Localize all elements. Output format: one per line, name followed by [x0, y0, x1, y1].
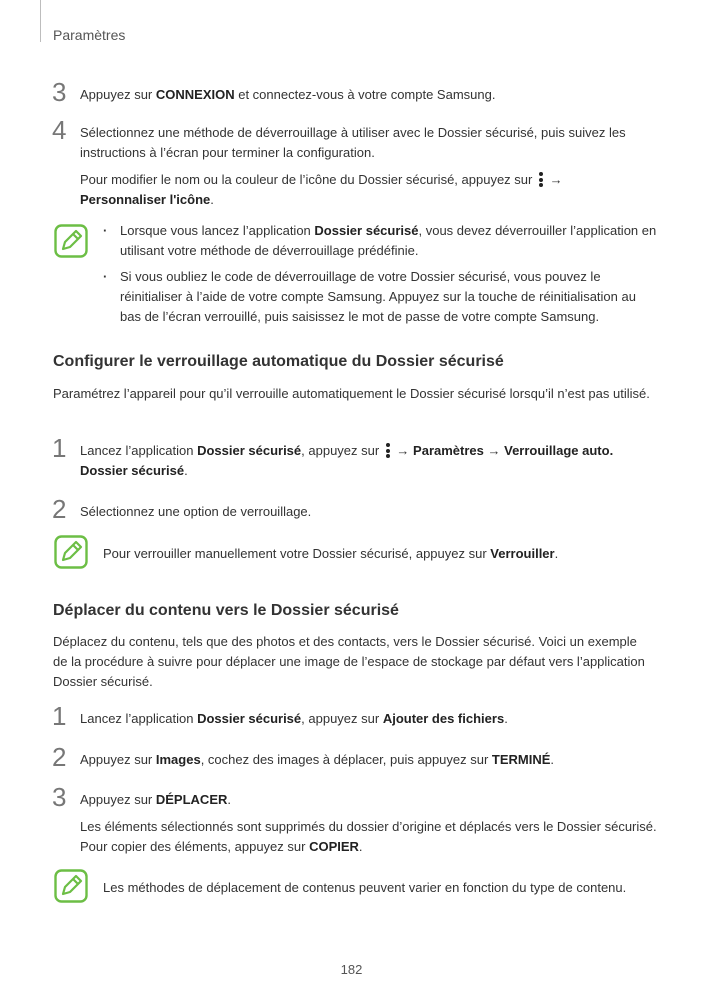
- step-number: 1: [52, 433, 67, 463]
- note-bullet-list: [103, 221, 658, 333]
- section-intro: Paramétrez l’appareil pour qu’il verrouille automatiquement le Dossier sécurisé lorsqu’il n’est pas utilisé.: [53, 386, 650, 401]
- more-options-icon: [385, 443, 391, 458]
- note-pencil-icon: [54, 224, 88, 258]
- note-text: Pour verrouiller manuellement votre Dossier sécurisé, appuyez sur Verrouiller.: [103, 546, 559, 561]
- note-bullet: · Si vous oubliez le code de déverrouillage de votre Dossier sécurisé, vous pouvez le réinitialiser à l’aide de votre compte Samsung. Appuyez sur la touche de réinitialisation au bas de l’écran verrouillé, puis saisissez le mot de passe de votre compte Samsung.: [103, 267, 658, 327]
- step-text: Appuyez sur CONNEXION et connectez-vous à votre compte Samsung.: [80, 87, 496, 102]
- step-number: 2: [52, 742, 67, 772]
- step-number: 3: [52, 782, 67, 812]
- section-heading: Configurer le verrouillage automatique du Dossier sécurisé: [53, 353, 504, 370]
- page-number: 182: [340, 962, 363, 977]
- header-rule: [40, 0, 41, 42]
- note-text: Les méthodes de déplacement de contenus peuvent varier en fonction du type de contenu.: [103, 880, 627, 895]
- section-heading: Déplacer du contenu vers le Dossier sécurisé: [53, 602, 399, 619]
- instruction-paragraph: Pour modifier le nom ou la couleur de l’icône du Dossier sécurisé, appuyez sur → Personnaliser l'icône.: [80, 172, 563, 207]
- step-text: Appuyez sur Images, cochez des images à déplacer, puis appuyez sur TERMINÉ.: [80, 752, 555, 767]
- step-number: 1: [52, 701, 67, 731]
- step-text: Appuyez sur DÉPLACER.: [80, 792, 232, 807]
- step-text: Lancez l’application Dossier sécurisé, appuyez sur → Paramètres → Verrouillage auto. Dossier sécurisé.: [80, 443, 614, 478]
- more-options-icon: [538, 172, 544, 187]
- note-pencil-icon: [54, 535, 88, 569]
- step-text: Sélectionnez une méthode de déverrouillage à utiliser avec le Dossier sécurisé, puis suivez les instructions à l’écran pour terminer la configuration.: [80, 125, 626, 160]
- page-header-title: Paramètres: [53, 27, 126, 43]
- step-text: Lancez l’application Dossier sécurisé, appuyez sur Ajouter des fichiers.: [80, 711, 508, 726]
- step-number: 3: [52, 77, 67, 107]
- step-text: Sélectionnez une option de verrouillage.: [80, 504, 312, 519]
- instruction-paragraph: Les éléments sélectionnés sont supprimés du dossier d’origine et déplacés vers le Dossier sécurisé. Pour copier des éléments, appuyez sur COPIER.: [80, 819, 657, 854]
- step-number: 4: [52, 115, 67, 145]
- section-intro: Déplacez du contenu, tels que des photos et des contacts, vers le Dossier sécurisé. Voici un exemple de la procédure à suivre pour déplacer une image de l’espace de stockage par défaut vers l’application Dossier sécurisé.: [53, 634, 645, 689]
- note-pencil-icon: [54, 869, 88, 903]
- ui-term: CONNEXION: [155, 87, 235, 102]
- step-number: 2: [52, 494, 67, 524]
- ui-term: Personnaliser l'icône: [80, 192, 211, 207]
- note-bullet: · Lorsque vous lancez l’application Dossier sécurisé, vous devez déverrouiller l’application en utilisant votre méthode de déverrouillage prédéfinie.: [103, 221, 658, 261]
